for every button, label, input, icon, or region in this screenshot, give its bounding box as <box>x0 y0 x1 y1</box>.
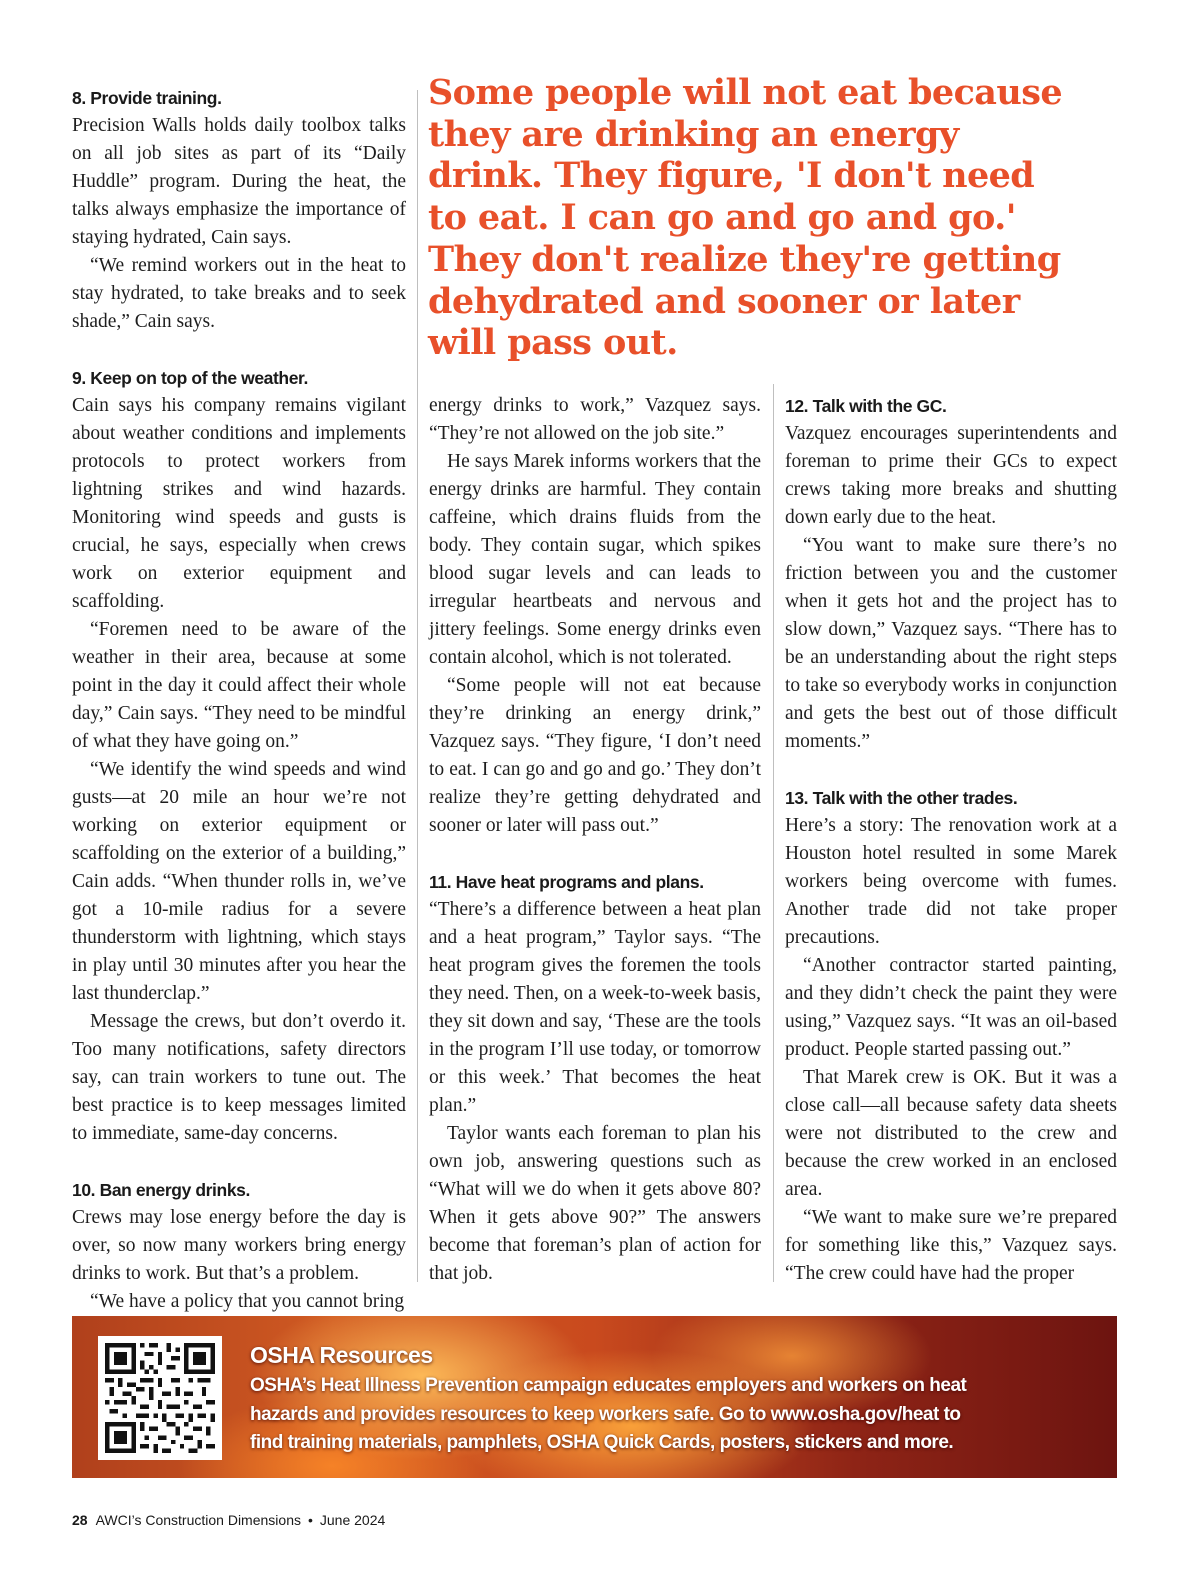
paragraph: energy drinks to work,” Vazquez says. “They’re not allowed on the job site.” <box>429 395 761 444</box>
section-heading-weather: 9. Keep on top of the weather. <box>72 368 308 388</box>
qr-code-icon[interactable] <box>98 1336 222 1460</box>
paragraph: Precision Walls holds daily toolbox talks on all job sites as part of its “Daily Huddle” program. During the heat, the talks always emphasize the importance of staying hydrated, Cain says. <box>72 115 406 248</box>
column-divider <box>417 90 418 1282</box>
page-number: 28 <box>72 1512 88 1528</box>
footer-separator: • <box>307 1512 313 1528</box>
paragraph: “We want to make sure we’re prepared for something like this,” Vazquez says. “The crew could have had the proper <box>785 1207 1117 1284</box>
paragraph: “Foremen need to be aware of the weather in their area, because at some point in the day it could affect their whole day,” Cain says. “They need to be mindful of what they have going on.” <box>72 619 406 752</box>
paragraph: Cain says his company remains vigilant about weather conditions and implements protocols to protect workers from lightning strikes and wind hazards. Monitoring wind speeds and gusts is crucial, he says, especially when crews work on exterior equipment and scaffolding. <box>72 395 406 612</box>
banner-title: OSHA Resources <box>250 1342 433 1368</box>
page-footer <box>72 1512 385 1528</box>
article-column-1 <box>72 84 406 1316</box>
paragraph: Here’s a story: The renovation work at a Houston hotel resulted in some Marek workers being overcome with fumes. Another trade did not take proper precautions. <box>785 815 1117 948</box>
paragraph: “Some people will not eat because they’re drinking an energy drink,” Vazquez says. “They figure, ‘I don’t need to eat. I can go and go and go.’ They don’t realize they’re getting dehydrated and sooner or later will pass out.” <box>429 675 761 836</box>
paragraph: That Marek crew is OK. But it was a close call—all because safety data sheets were not distributed to the crew and because the crew worked in an enclosed area. <box>785 1067 1117 1200</box>
paragraph: Crews may lose energy before the day is over, so now many workers bring energy drinks to work. But that’s a problem. <box>72 1207 406 1284</box>
osha-resources-banner <box>72 1316 1117 1478</box>
banner-body: OSHA’s Heat Illness Prevention campaign educates employers and workers on heat hazards and provides resources to keep workers safe. Go to www.osha.gov/heat to find training materials, pamphlets, OSHA Quick Cards, posters, stickers and more. <box>250 1375 967 1453</box>
paragraph: “You want to make sure there’s no friction between you and the customer when it gets hot and the project has to slow down,” Vazquez says. “There has to be an understanding about the right steps to take so everybody works in conjunction and gets the best out of those difficult moments.” <box>785 535 1117 752</box>
section-heading-energy-drinks: 10. Ban energy drinks. <box>72 1180 250 1200</box>
article-column-3 <box>785 392 1117 1288</box>
column-divider <box>773 384 774 1282</box>
section-heading-provide-training: 8. Provide training. <box>72 88 222 108</box>
paragraph: Taylor wants each foreman to plan his own job, answering questions such as “What will we do when it gets above 80? When it gets above 90?” The answers become that foreman’s plan of action for that job. <box>429 1123 761 1284</box>
paragraph: “We have a policy that you cannot bring <box>90 1291 405 1312</box>
paragraph: Message the crews, but don’t overdo it. Too many notifications, safety directors say, can train workers to tune out. The best practice is to keep messages limited to immediate, same-day concerns. <box>72 1011 406 1144</box>
issue-date: June 2024 <box>319 1512 386 1528</box>
pull-quote: Some people will not eat because they are drinking an energy drink. They figure, 'I don't need to eat. I can go and go and go.' They don't realize they're getting dehydrated and sooner or later will pass out. <box>428 72 1063 364</box>
section-heading-gc: 12. Talk with the GC. <box>785 396 947 416</box>
paragraph: Vazquez encourages superintendents and foreman to prime their GCs to expect crews taking more breaks and shutting down early due to the heat. <box>785 423 1117 528</box>
publication-name: AWCI’s Construction Dimensions <box>95 1512 301 1528</box>
paragraph: “We identify the wind speeds and wind gusts—at 20 mile an hour we’re not working on exterior equipment or scaffolding on the exterior of a building,” Cain adds. “When thunder rolls in, we’ve got a 10-mile radius for a severe thunderstorm with lightning, which stays in play until 30 minutes after you hear the last thunderclap.” <box>72 759 406 1004</box>
paragraph: “We remind workers out in the heat to stay hydrated, to take breaks and to seek shade,” Cain says. <box>72 255 406 332</box>
article-column-2 <box>429 392 761 1288</box>
section-heading-other-trades: 13. Talk with the other trades. <box>785 788 1018 808</box>
paragraph: “There’s a difference between a heat plan and a heat program,” Taylor says. “The heat program gives the foremen the tools they need. Then, on a week-to-week basis, they sit down and say, ‘These are the tools in the program I’ll use today, or tomorrow or this week.’ That becomes the heat plan.” <box>429 899 761 1116</box>
section-heading-heat-programs: 11. Have heat programs and plans. <box>429 872 704 892</box>
paragraph: “Another contractor started painting, and they didn’t check the paint they were using,” Vazquez says. “It was an oil-based product. People started passing out.” <box>785 955 1117 1060</box>
paragraph: He says Marek informs workers that the energy drinks are harmful. They contain caffeine, which drains fluids from the body. They contain sugar, which spikes blood sugar levels and can leads to irregular heartbeats and nervous and jittery feelings. Some energy drinks even contain alcohol, which is not tolerated. <box>429 451 761 668</box>
